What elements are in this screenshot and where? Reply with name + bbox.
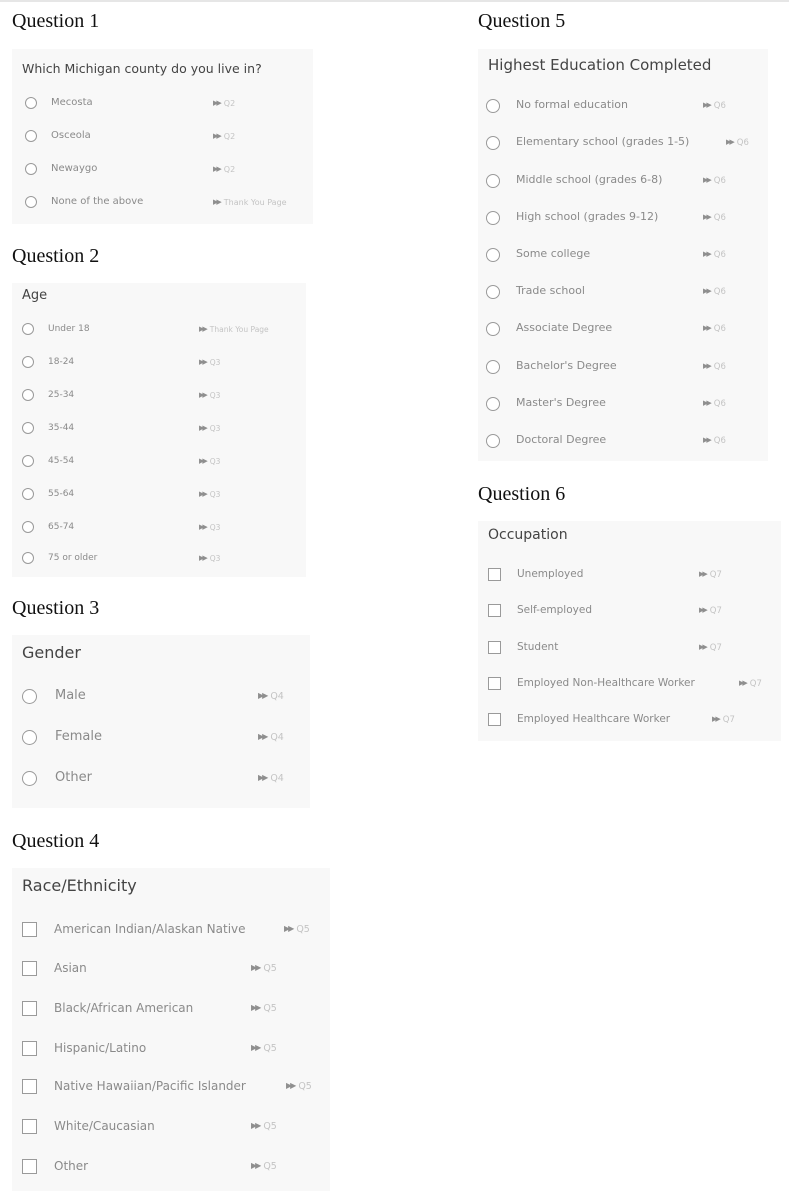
radio-button[interactable] [22, 552, 34, 564]
skip-arrow-icon: ▶▶ [699, 570, 706, 578]
option-label: Some college [516, 247, 591, 260]
question-6-option[interactable] [478, 565, 781, 585]
skip-logic [199, 549, 220, 568]
skip-logic [712, 710, 735, 729]
option-label: Female [55, 729, 103, 744]
radio-button[interactable] [22, 389, 34, 401]
skip-target: Thank You Page [223, 198, 287, 207]
skip-arrow-icon: ▶▶ [213, 165, 220, 173]
question-2-option[interactable] [12, 518, 306, 538]
radio-button[interactable] [486, 248, 500, 262]
skip-arrow-icon: ▶▶ [213, 99, 220, 107]
checkbox[interactable] [488, 604, 501, 617]
question-1-option[interactable] [12, 160, 313, 180]
radio-button[interactable] [25, 130, 37, 142]
radio-button[interactable] [25, 196, 37, 208]
radio-button[interactable] [22, 521, 34, 533]
option-label: 35-44 [48, 423, 75, 433]
question-1-title: Which Michigan county do you live in? [22, 61, 262, 76]
radio-button[interactable] [22, 689, 37, 704]
skip-arrow-icon: ▶▶ [199, 358, 206, 366]
question-5-option[interactable] [478, 357, 768, 377]
skip-logic [703, 96, 726, 115]
option-label: White/Caucasian [54, 1119, 155, 1133]
radio-button[interactable] [486, 174, 500, 188]
skip-target: Q7 [709, 570, 722, 580]
skip-target: Q7 [709, 606, 722, 616]
option-label: Black/African American [54, 1001, 194, 1015]
option-label: Other [54, 1159, 89, 1173]
question-6-heading: Question 6 [478, 483, 566, 505]
option-label: Self-employed [517, 604, 592, 616]
option-label: American Indian/Alaskan Native [54, 922, 246, 936]
question-2-card [12, 283, 306, 577]
question-5-option[interactable] [478, 96, 768, 116]
skip-target: Q6 [713, 436, 726, 446]
option-label: Student [517, 641, 559, 653]
skip-logic [258, 727, 284, 748]
checkbox[interactable] [488, 641, 501, 654]
skip-target: Q5 [263, 963, 277, 974]
radio-button[interactable] [22, 323, 34, 335]
skip-target: Q6 [713, 324, 726, 334]
question-4-option[interactable] [12, 1116, 330, 1138]
checkbox[interactable] [22, 1159, 37, 1174]
option-label: 75 or older [48, 553, 98, 563]
skip-arrow-icon: ▶▶ [213, 132, 220, 140]
question-4-title: Race/Ethnicity [22, 876, 137, 895]
skip-logic [213, 160, 235, 179]
skip-arrow-icon: ▶▶ [251, 963, 260, 972]
skip-logic [199, 518, 220, 537]
question-3-option[interactable] [12, 727, 310, 749]
skip-target: Q3 [209, 457, 221, 466]
skip-arrow-icon: ▶▶ [199, 391, 206, 399]
skip-arrow-icon: ▶▶ [712, 715, 719, 723]
question-1-card [12, 49, 313, 224]
option-label: 18-24 [48, 357, 75, 367]
radio-button[interactable] [486, 285, 500, 299]
skip-arrow-icon: ▶▶ [286, 1081, 295, 1090]
question-5-card [478, 49, 768, 461]
top-divider [0, 0, 789, 2]
skip-logic [251, 998, 277, 1019]
skip-arrow-icon: ▶▶ [726, 138, 733, 146]
question-2-option[interactable] [12, 353, 306, 373]
question-6-option[interactable] [478, 638, 781, 658]
radio-button[interactable] [486, 434, 500, 448]
skip-arrow-icon: ▶▶ [703, 213, 710, 221]
question-5-option[interactable] [478, 171, 768, 191]
skip-logic [199, 320, 269, 339]
checkbox[interactable] [22, 1001, 37, 1016]
radio-button[interactable] [22, 422, 34, 434]
skip-arrow-icon: ▶▶ [199, 325, 206, 333]
question-2-option[interactable] [12, 485, 306, 505]
skip-target: Q2 [223, 132, 236, 141]
option-label: Native Hawaiian/Pacific Islander [54, 1079, 246, 1093]
skip-arrow-icon: ▶▶ [703, 362, 710, 370]
question-6-option[interactable] [478, 601, 781, 621]
option-label: Osceola [51, 130, 91, 141]
question-4-card [12, 868, 330, 1191]
radio-button[interactable] [486, 211, 500, 225]
skip-logic [699, 638, 722, 657]
skip-target: Q2 [223, 165, 236, 174]
question-3-title: Gender [22, 643, 81, 662]
skip-logic [251, 1116, 277, 1137]
option-label: No formal education [516, 98, 628, 111]
question-4-option[interactable] [12, 1156, 330, 1178]
option-label: Under 18 [48, 324, 90, 334]
option-label: Employed Non-Healthcare Worker [517, 677, 695, 689]
checkbox[interactable] [22, 1119, 37, 1134]
radio-button[interactable] [25, 163, 37, 175]
question-2-option[interactable] [12, 549, 306, 569]
question-1-option[interactable] [12, 94, 313, 114]
skip-logic [286, 1076, 312, 1097]
skip-target: Q4 [270, 773, 284, 784]
skip-arrow-icon: ▶▶ [703, 176, 710, 184]
skip-arrow-icon: ▶▶ [739, 679, 746, 687]
question-5-option[interactable] [478, 245, 768, 265]
option-label: Mecosta [51, 97, 93, 108]
question-6-option[interactable] [478, 674, 781, 694]
skip-target: Q5 [296, 924, 310, 935]
skip-target: Q4 [270, 732, 284, 743]
skip-target: Q6 [713, 399, 726, 409]
option-label: High school (grades 9-12) [516, 210, 659, 223]
question-2-option[interactable] [12, 452, 306, 472]
skip-arrow-icon: ▶▶ [199, 457, 206, 465]
option-label: Doctoral Degree [516, 433, 607, 446]
skip-logic [251, 1156, 277, 1177]
question-5-option[interactable] [478, 133, 768, 153]
question-5-option[interactable] [478, 431, 768, 451]
skip-logic [739, 674, 762, 693]
skip-target: Q5 [263, 1043, 277, 1054]
skip-target: Q5 [263, 1161, 277, 1172]
skip-arrow-icon: ▶▶ [699, 606, 706, 614]
radio-button[interactable] [22, 488, 34, 500]
skip-target: Q5 [263, 1121, 277, 1132]
question-4-option[interactable] [12, 998, 330, 1020]
option-label: 65-74 [48, 522, 75, 532]
question-6-option[interactable] [478, 710, 781, 730]
skip-arrow-icon: ▶▶ [284, 924, 293, 933]
skip-logic [703, 394, 726, 413]
skip-arrow-icon: ▶▶ [703, 399, 710, 407]
skip-arrow-icon: ▶▶ [258, 773, 267, 782]
question-4-option[interactable] [12, 1076, 330, 1098]
skip-target: Q5 [298, 1081, 312, 1092]
question-3-option[interactable] [12, 768, 310, 790]
skip-logic [213, 193, 287, 212]
skip-target: Q3 [209, 523, 221, 532]
question-2-option[interactable] [12, 386, 306, 406]
question-3-card [12, 635, 310, 808]
question-5-option[interactable] [478, 208, 768, 228]
question-4-option[interactable] [12, 1038, 330, 1060]
option-label: 55-64 [48, 489, 75, 499]
skip-target: Q7 [749, 679, 762, 689]
skip-target: Q3 [209, 391, 221, 400]
question-6-title: Occupation [488, 527, 568, 543]
question-3-option[interactable] [12, 686, 310, 708]
question-2-title: Age [22, 288, 48, 303]
question-3-heading: Question 3 [12, 597, 100, 619]
skip-logic [251, 1038, 277, 1059]
option-label: None of the above [51, 196, 144, 207]
skip-logic [199, 419, 220, 438]
skip-logic [703, 319, 726, 338]
skip-logic [703, 245, 726, 264]
skip-logic [213, 127, 235, 146]
question-4-option[interactable] [12, 958, 330, 980]
skip-target: Q3 [209, 554, 221, 563]
option-label: Elementary school (grades 1-5) [516, 135, 690, 148]
skip-target: Q6 [736, 138, 749, 148]
skip-target: Q3 [209, 358, 221, 367]
skip-arrow-icon: ▶▶ [703, 250, 710, 258]
skip-logic [726, 133, 749, 152]
skip-arrow-icon: ▶▶ [213, 198, 220, 206]
skip-arrow-icon: ▶▶ [703, 436, 710, 444]
skip-logic [699, 565, 722, 584]
checkbox[interactable] [22, 1041, 37, 1056]
skip-target: Thank You Page [209, 325, 269, 334]
skip-arrow-icon: ▶▶ [703, 101, 710, 109]
skip-logic [199, 485, 220, 504]
skip-logic [258, 768, 284, 789]
skip-target: Q2 [223, 99, 236, 108]
question-5-heading: Question 5 [478, 10, 566, 32]
skip-target: Q6 [713, 176, 726, 186]
skip-arrow-icon: ▶▶ [251, 1003, 260, 1012]
question-2-option[interactable] [12, 320, 306, 340]
checkbox[interactable] [488, 713, 501, 726]
skip-target: Q6 [713, 101, 726, 111]
radio-button[interactable] [486, 136, 500, 150]
skip-logic [703, 282, 726, 301]
skip-arrow-icon: ▶▶ [199, 554, 206, 562]
checkbox[interactable] [22, 1079, 37, 1094]
skip-logic [199, 353, 220, 372]
option-label: 25-34 [48, 390, 75, 400]
skip-logic [699, 601, 722, 620]
skip-arrow-icon: ▶▶ [199, 424, 206, 432]
checkbox[interactable] [488, 568, 501, 581]
checkbox[interactable] [22, 961, 37, 976]
question-1-option[interactable] [12, 127, 313, 147]
skip-arrow-icon: ▶▶ [703, 324, 710, 332]
option-label: Middle school (grades 6-8) [516, 173, 663, 186]
radio-button[interactable] [22, 771, 37, 786]
option-label: Male [55, 688, 86, 703]
skip-logic [258, 686, 284, 707]
radio-button[interactable] [486, 360, 500, 374]
skip-logic [251, 958, 277, 979]
skip-logic [703, 208, 726, 227]
skip-arrow-icon: ▶▶ [703, 287, 710, 295]
question-5-option[interactable] [478, 319, 768, 339]
skip-arrow-icon: ▶▶ [258, 732, 267, 741]
question-5-option[interactable] [478, 282, 768, 302]
question-6-card [478, 521, 781, 741]
skip-logic [199, 452, 220, 471]
skip-arrow-icon: ▶▶ [699, 643, 706, 651]
radio-button[interactable] [486, 322, 500, 336]
skip-target: Q3 [209, 424, 221, 433]
option-label: Master's Degree [516, 396, 606, 409]
skip-arrow-icon: ▶▶ [251, 1121, 260, 1130]
skip-target: Q5 [263, 1003, 277, 1014]
skip-target: Q6 [713, 287, 726, 297]
option-label: Hispanic/Latino [54, 1041, 147, 1055]
checkbox[interactable] [22, 922, 37, 937]
skip-logic [703, 357, 726, 376]
question-4-option[interactable] [12, 919, 330, 941]
question-1-heading: Question 1 [12, 10, 100, 32]
skip-target: Q6 [713, 362, 726, 372]
question-5-title: Highest Education Completed [488, 56, 712, 74]
radio-button[interactable] [486, 99, 500, 113]
radio-button[interactable] [22, 730, 37, 745]
option-label: Employed Healthcare Worker [517, 713, 671, 725]
radio-button[interactable] [25, 97, 37, 109]
skip-target: Q4 [270, 691, 284, 702]
option-label: Associate Degree [516, 321, 613, 334]
skip-logic [284, 919, 310, 940]
skip-target: Q3 [209, 490, 221, 499]
option-label: Trade school [516, 284, 585, 297]
radio-button[interactable] [22, 455, 34, 467]
skip-arrow-icon: ▶▶ [199, 490, 206, 498]
skip-logic [703, 171, 726, 190]
skip-arrow-icon: ▶▶ [251, 1161, 260, 1170]
question-5-option[interactable] [478, 394, 768, 414]
skip-logic [213, 94, 235, 113]
question-1-option[interactable] [12, 193, 313, 213]
option-label: Other [55, 770, 92, 785]
option-label: Newaygo [51, 163, 98, 174]
checkbox[interactable] [488, 677, 501, 690]
question-2-heading: Question 2 [12, 245, 100, 267]
radio-button[interactable] [486, 397, 500, 411]
skip-arrow-icon: ▶▶ [199, 523, 206, 531]
skip-arrow-icon: ▶▶ [251, 1043, 260, 1052]
skip-target: Q6 [713, 213, 726, 223]
question-2-option[interactable] [12, 419, 306, 439]
option-label: 45-54 [48, 456, 75, 466]
skip-target: Q6 [713, 250, 726, 260]
option-label: Bachelor's Degree [516, 359, 617, 372]
skip-arrow-icon: ▶▶ [258, 691, 267, 700]
option-label: Asian [54, 961, 87, 975]
skip-target: Q7 [722, 715, 735, 725]
skip-target: Q7 [709, 643, 722, 653]
option-label: Unemployed [517, 568, 584, 580]
skip-logic [703, 431, 726, 450]
question-4-heading: Question 4 [12, 830, 100, 852]
radio-button[interactable] [22, 356, 34, 368]
skip-logic [199, 386, 220, 405]
